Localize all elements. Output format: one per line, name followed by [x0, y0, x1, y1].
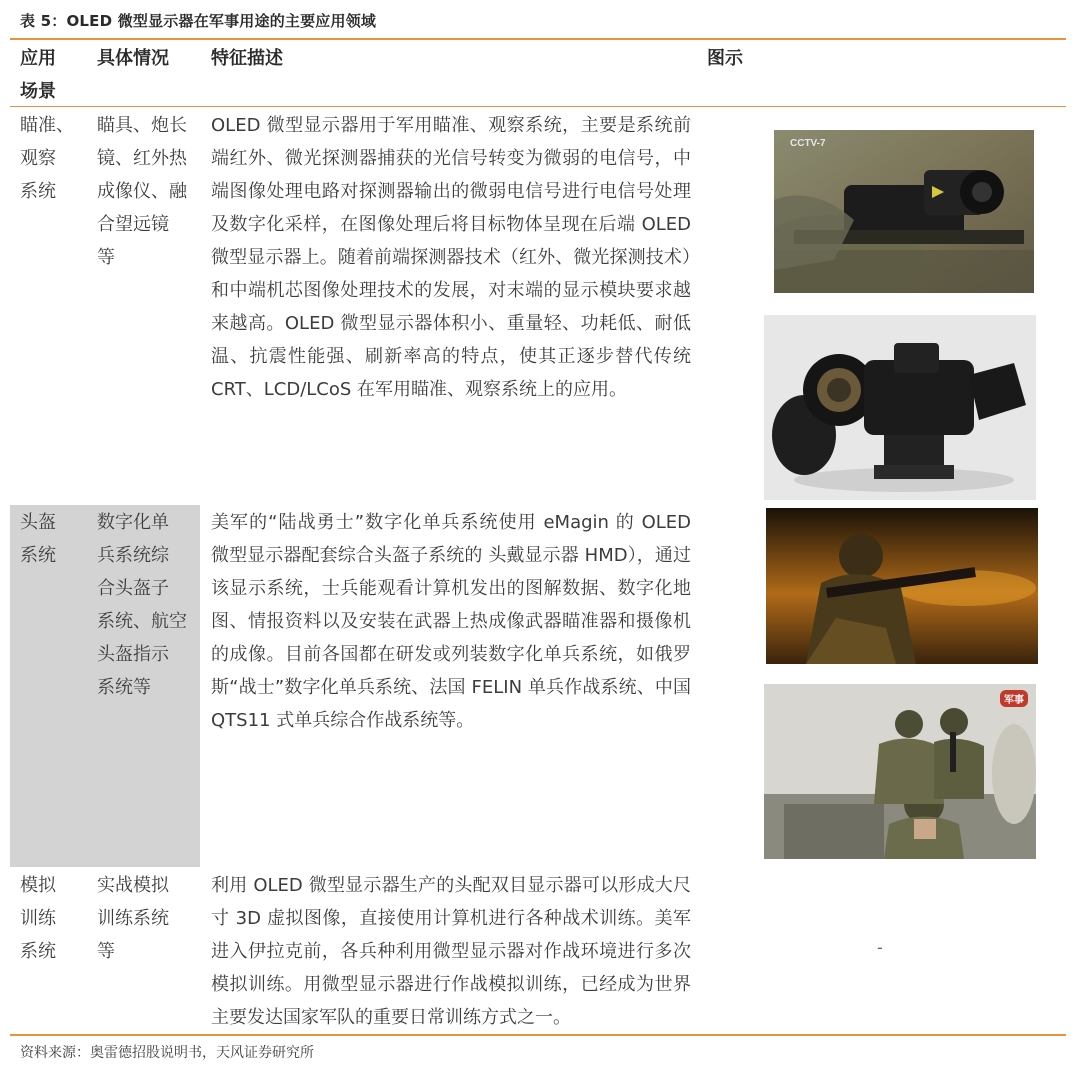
row2-scene-line: 头盔	[20, 512, 56, 533]
row3-scene-line: 模拟	[20, 875, 56, 896]
row2-detail	[97, 506, 207, 704]
row1-detail-line: 瞄具、炮长	[97, 115, 187, 136]
source-note: 资料来源：奥雷德招股说明书，天风证券研究所	[20, 1045, 314, 1061]
row2-detail-line: 兵系统综	[97, 545, 169, 566]
header-scene-line2: 场景	[20, 81, 56, 102]
header-desc: 特征描述	[211, 48, 283, 69]
top-rule	[10, 38, 1066, 40]
row2-detail-line: 合头盔子	[97, 578, 169, 599]
row3-scene-line: 训练	[20, 908, 56, 929]
row1-detail-line: 镜、红外热	[97, 148, 187, 169]
row3-figure-placeholder: -	[877, 938, 883, 957]
header-detail: 具体情况	[97, 48, 169, 69]
sight-on-rifle-photo	[774, 130, 1034, 293]
row3-description: 利用 OLED 微型显示器生产的头配双目显示器可以形成大尺寸 3D 虚拟图像，直接使用计算机进行各种战术训练。美军进入伊拉克前，各兵种利用微型显示器对作战环境进行多次模拟训练。用微型显示器进行作战模拟训练，已经成为世界主要发达国家军队的重要日常训练方式之一。	[211, 875, 691, 1028]
row3-scene-line: 系统	[20, 941, 56, 962]
row1-scene-line: 系统	[20, 181, 56, 202]
row3-detail	[97, 869, 207, 968]
row1-scene-line: 瞄准、	[20, 115, 74, 136]
soldier-helmet-photo	[766, 508, 1038, 664]
row2-scene-line: 系统	[20, 545, 56, 566]
row3-detail-line: 实战模拟	[97, 875, 169, 896]
thermal-sight-photo	[764, 315, 1036, 500]
cctv-logo: CCTV-7	[790, 138, 826, 149]
row1-description: OLED 微型显示器用于军用瞄准、观察系统，主要是系统前端红外、微光探测器捕获的光信号转变为微弱的电信号，中端图像处理电路对探测器输出的微弱电信号进行电信号处理及数字化采样，在图像处理后将目标物体呈现在后端 OLED 微型显示器上。随着前端探测器技术（红外、微光探测技术）和中端机芯图像处理技术的发展，对末端的显示模块要求越来越高。OLED 微型显示器体积小、重量轻、功耗低、耐低温、抗震性能强、刷新率高的特点，使其正逐步替代传统 CRT、LCD/LCoS 在军用瞄准、观察系统上的应用。	[211, 115, 691, 400]
row2-description: 美军的“陆战勇士”数字化单兵系统使用 eMagin 的 OLED 微型显示器配套综合头盔子系统的 头戴显示器 HMD），通过该显示系统，士兵能观看计算机发出的图解数据、数字化地图、情报资料以及安装在武器上热成像武器瞄准器和摄像机的成像。目前各国都在研发或列装数字化单兵系统，如俄罗斯“战士”数字化单兵系统、法国 FELIN 单兵作战系统、中国 QTS11 式单兵综合作战系统等。	[211, 512, 691, 731]
header-scene-line1: 应用	[20, 48, 56, 69]
row1-detail	[97, 109, 207, 274]
soldiers-on-vehicle-photo	[764, 684, 1036, 859]
row1-scene-line: 观察	[20, 148, 56, 169]
row1-detail-line: 合望远镜	[97, 214, 169, 235]
header-figure: 图示	[707, 48, 743, 69]
row2-detail-line: 头盔指示	[97, 644, 169, 665]
row2-detail-line: 数字化单	[97, 512, 169, 533]
military-channel-logo: 军事	[1000, 690, 1028, 707]
row2-detail-line: 系统等	[97, 677, 151, 698]
bottom-rule	[10, 1034, 1066, 1036]
row1-detail-line: 等	[97, 247, 115, 268]
table-caption: 表 5：OLED 微型显示器在军事用途的主要应用领域	[20, 12, 377, 30]
row3-detail-line: 等	[97, 941, 115, 962]
row3-detail-line: 训练系统	[97, 908, 169, 929]
row2-detail-line: 系统、航空	[97, 611, 187, 632]
header-rule	[10, 106, 1066, 107]
row1-detail-line: 成像仪、融	[97, 181, 187, 202]
